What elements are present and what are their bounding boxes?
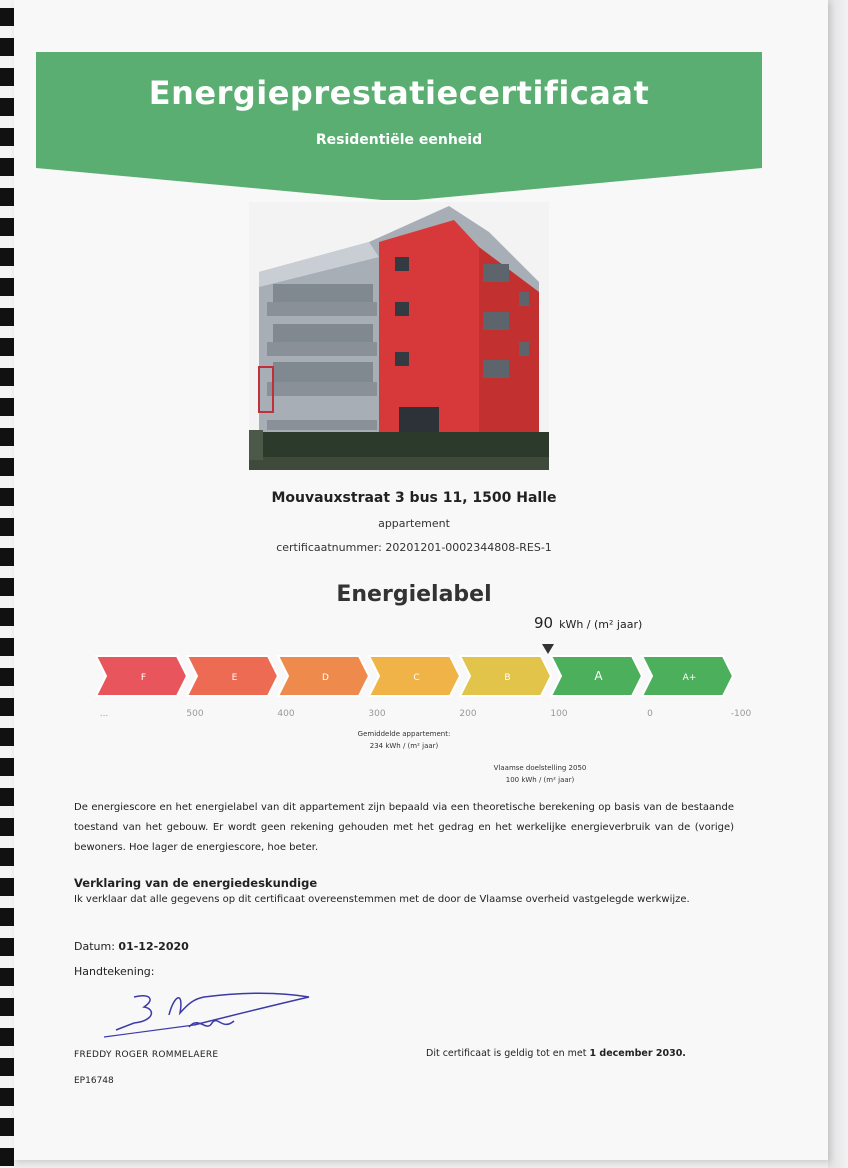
explanation-paragraph: De energiescore en het energielabel van dit appartement zijn bepaald via een theoretische berekening op basis van de bestaande toestand van het gebouw. Er wordt geen rekening gehouden met het gedrag en het werkelijke energieverbruik van de (vorige) bewoners. Hoe lager de energiescore, hoe beter. [74,802,734,853]
spiral-binding [0,0,14,1168]
energy-class-label: A+ [682,673,697,683]
energy-class-label: B [504,673,511,683]
signature-label: Handtekening: [74,965,155,978]
target-label: Vlaamse doelstelling 2050 [493,764,587,772]
property-address: Mouvauxstraat 3 bus 11, 1500 Halle [271,490,557,506]
average-label: Gemiddelde appartement: [357,730,451,738]
energy-class-label: C [413,673,420,683]
average-value: 234 kWh / (m² jaar) [369,742,439,750]
validity-date: 1 december 2030. [589,1048,686,1059]
property-type: appartement [378,517,450,530]
target-value: 100 kWh / (m² jaar) [505,776,575,784]
date-value: 01-12-2020 [118,940,189,953]
score-marker [542,644,554,654]
scale-tick-label: 300 [368,709,386,719]
date-line [74,940,189,953]
page-edge [828,0,848,1168]
validity-text: Dit certificaat is geldig tot en met [426,1048,587,1059]
validity-statement [426,1048,686,1059]
date-label: Datum: [74,940,115,953]
energy-class-label: F [140,673,147,683]
energy-class-label: E [231,673,238,683]
header-banner [36,52,762,200]
scale-tick-label: 500 [186,709,204,719]
declaration-text: Ik verklaar dat alle gegevens op dit certificaat overeenstemmen met de door de Vlaamse overheid vastgelegde werkwijze. [74,894,690,905]
energy-class-label: D [322,673,329,683]
page-subtitle: Residentiële eenheid [315,132,483,148]
signature-image [94,985,334,1045]
energy-score-unit: kWh / (m² jaar) [559,618,643,631]
scale-tick-label: 200 [459,709,477,719]
scale-tick-label: 0 [647,709,653,719]
declaration-title: Verklaring van de energiedeskundige [74,876,318,890]
energy-score [534,614,642,632]
scale-tick-label: -100 [730,709,752,719]
certificate-number: certificaatnummer: 20201201-0002344808-RES-1 [276,541,552,554]
building-photo [249,202,549,470]
scale-tick-label: 100 [550,709,568,719]
energy-score-value: 90 [534,614,554,632]
expert-id: EP16748 [74,1076,114,1086]
scale-tick-label: 400 [277,709,295,719]
energy-label-title: Energielabel [336,582,492,607]
page-title: Energieprestatiecertificaat [148,74,650,112]
expert-name: FREDDY ROGER ROMMELAERE [74,1050,219,1060]
energy-label-scale [74,640,752,800]
scale-tick-label: ... [99,709,109,719]
certificate-page [14,0,828,1160]
energy-class-label: A [594,669,603,683]
